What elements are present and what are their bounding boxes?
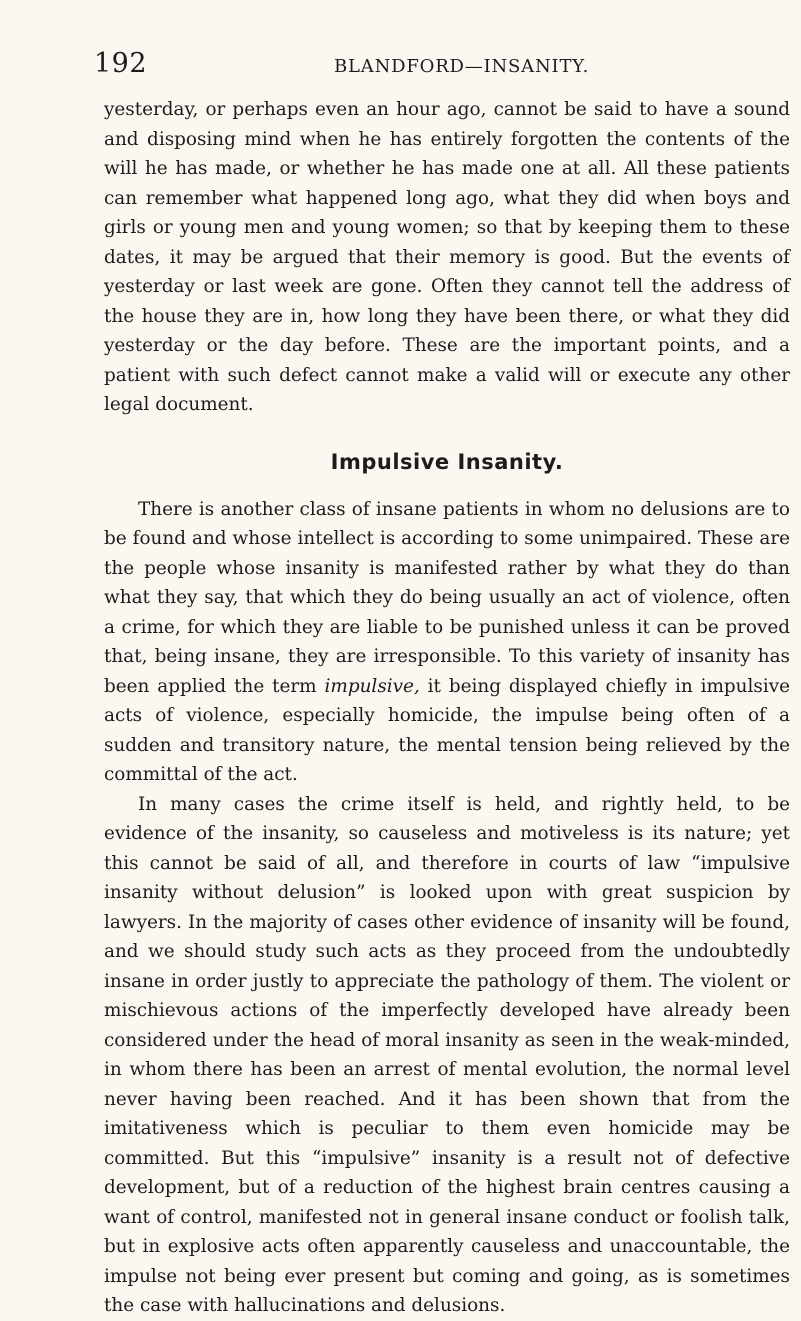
- paragraph-text: it being displayed chiefly in impulsive acts of violence, especially homicide, the impulse being often of a sudden and transitory nature, the mental tension being relieved by the committal of the act.: [104, 675, 790, 785]
- italic-term: impulsive,: [324, 675, 420, 697]
- paragraph-impulsive-definition: [104, 495, 790, 790]
- running-head: [94, 48, 784, 78]
- paragraph-crime-evidence: In many cases the crime itself is held, and rightly held, to be evidence of the insanity, so causeless and motiveless is its nature; yet this cannot be said of all, and therefore in courts of law “impulsive insanity without delusion” is looked upon with great suspicion by lawyers. In the majority of cases other evidence of insanity will be found, and we should study such acts as they proceed from the undoubtedly insane in order justly to appreciate the pathology of them. The violent or mischievous actions of the imperfectly developed have already been considered under the head of moral insanity as seen in the weak-minded, in whom there has been an arrest of mental evolution, the normal level never having been reached. And it has been shown that from the imitativeness which is peculiar to them even homicide may be committed. But this “impulsive” insanity is a result not of defective development, but of a reduction of the highest brain centres causing a want of control, manifested not in general insane conduct or foolish talk, but in explosive acts often apparently causeless and unaccountable, the impulse not being ever present but coming and going, as is sometimes the case with hallucinations and delusions.: [104, 793, 790, 1316]
- paragraph-text: There is another class of insane patients in whom no delusions are to be found and whose intellect is according to some unimpaired. These are the people whose insanity is manifested rather by what they do than what they say, that which they do being usually an act of violence, often a crime, for which they are liable to be punished unless it can be proved that, being insane, they are irresponsible. To this variety of insanity has been applied the term: [104, 498, 790, 697]
- section-heading: Impulsive Insanity.: [330, 449, 564, 474]
- running-title: BLANDFORD—INSANITY.: [334, 56, 590, 77]
- paragraph-memory: yesterday, or perhaps even an hour ago, cannot be said to have a sound and disposing mind when he has entirely forgotten the contents of the will he has made, or whether he has made one at all. All these patients can remember what happened long ago, what they did when boys and girls or young men and young women; so that by keeping them to these dates, it may be argued that their memory is good. But the events of yesterday or last week are gone. Often they cannot tell the address of the house they are in, how long they have been there, or what they did yesterday or the day before. These are the important points, and a patient with such defect cannot make a valid will or execute any other legal document.: [104, 99, 790, 415]
- body-text: [104, 95, 790, 1321]
- page-number: 192: [94, 48, 148, 79]
